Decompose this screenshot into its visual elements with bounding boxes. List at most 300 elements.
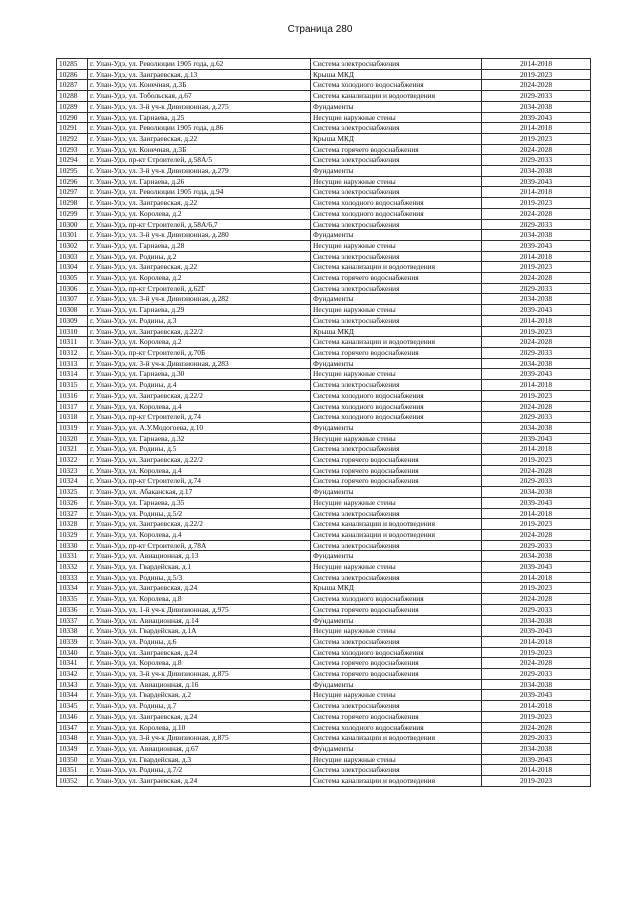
period-cell: 2024-2028 — [482, 144, 591, 155]
table-row — [57, 455, 591, 466]
table-row — [57, 198, 591, 209]
address-cell: г. Улан-Удэ, ул. 3-й уч-к Дивизионная, д.280 — [88, 230, 311, 241]
table-row — [57, 133, 591, 144]
address-cell: г. Улан-Удэ, ул. Гарнаева, д.26 — [88, 176, 311, 187]
period-cell: 2024-2028 — [482, 401, 591, 412]
address-cell: г. Улан-Удэ, ул. Авиационная, д.16 — [88, 679, 311, 690]
work-type-cell: Фундаменты — [311, 230, 482, 241]
table-row — [57, 722, 591, 733]
address-cell: г. Улан-Удэ, ул. Королева, д.4 — [88, 529, 311, 540]
table-row — [57, 551, 591, 562]
row-number: 10345 — [57, 701, 88, 712]
address-cell: г. Улан-Удэ, ул. Королева, д.4 — [88, 465, 311, 476]
row-number: 10327 — [57, 508, 88, 519]
table-row — [57, 658, 591, 669]
table-row — [57, 144, 591, 155]
registry-table-body — [57, 59, 591, 787]
address-cell: г. Улан-Удэ, пр-кт Строителей, д.70Б — [88, 347, 311, 358]
row-number: 10337 — [57, 615, 88, 626]
address-cell: г. Улан-Удэ, ул. Революции 1905 года, д.86 — [88, 123, 311, 134]
period-cell: 2019-2023 — [482, 519, 591, 530]
period-cell: 2014-2018 — [482, 59, 591, 70]
address-cell: г. Улан-Удэ, ул. Конечная, д.3Б — [88, 144, 311, 155]
table-row — [57, 262, 591, 273]
period-cell: 2029-2033 — [482, 219, 591, 230]
table-row — [57, 101, 591, 112]
work-type-cell: Система электроснабжения — [311, 508, 482, 519]
address-cell: г. Улан-Удэ, ул. Гвардейская, д.3 — [88, 754, 311, 765]
address-cell: г. Улан-Удэ, ул. Гарнаева, д.32 — [88, 433, 311, 444]
period-cell: 2014-2018 — [482, 380, 591, 391]
address-cell: г. Улан-Удэ, ул. Заиграевская, д.24 — [88, 776, 311, 787]
address-cell: г. Улан-Удэ, ул. Королева, д.8 — [88, 594, 311, 605]
work-type-cell: Фундаменты — [311, 101, 482, 112]
registry-table — [56, 58, 591, 787]
period-cell: 2034-2038 — [482, 294, 591, 305]
row-number: 10328 — [57, 519, 88, 530]
row-number: 10331 — [57, 551, 88, 562]
work-type-cell: Система канализации и водоотведения — [311, 529, 482, 540]
address-cell: г. Улан-Удэ, ул. Революции 1905 года, д.94 — [88, 187, 311, 198]
row-number: 10302 — [57, 240, 88, 251]
address-cell: г. Улан-Удэ, ул. Авиационная, д.13 — [88, 551, 311, 562]
row-number: 10320 — [57, 433, 88, 444]
table-row — [57, 465, 591, 476]
table-row — [57, 583, 591, 594]
period-cell: 2029-2033 — [482, 412, 591, 423]
table-row — [57, 369, 591, 380]
table-row — [57, 91, 591, 102]
work-type-cell: Фундаменты — [311, 166, 482, 177]
row-number: 10319 — [57, 422, 88, 433]
table-row — [57, 69, 591, 80]
work-type-cell: Фундаменты — [311, 358, 482, 369]
table-row — [57, 358, 591, 369]
row-number: 10290 — [57, 112, 88, 123]
address-cell: г. Улан-Удэ, ул. Абаканская, д.17 — [88, 487, 311, 498]
work-type-cell: Система электроснабжения — [311, 701, 482, 712]
row-number: 10289 — [57, 101, 88, 112]
row-number: 10307 — [57, 294, 88, 305]
table-row — [57, 615, 591, 626]
work-type-cell: Система канализации и водоотведения — [311, 337, 482, 348]
row-number: 10298 — [57, 198, 88, 209]
work-type-cell: Несущие наружные стены — [311, 754, 482, 765]
work-type-cell: Несущие наружные стены — [311, 176, 482, 187]
table-row — [57, 230, 591, 241]
work-type-cell: Фундаменты — [311, 487, 482, 498]
address-cell: г. Улан-Удэ, ул. Королева, д.4 — [88, 401, 311, 412]
period-cell: 2034-2038 — [482, 166, 591, 177]
row-number: 10341 — [57, 658, 88, 669]
address-cell: г. Улан-Удэ, ул. Королева, д.10 — [88, 722, 311, 733]
table-row — [57, 669, 591, 680]
period-cell: 2034-2038 — [482, 551, 591, 562]
row-number: 10323 — [57, 465, 88, 476]
table-row — [57, 219, 591, 230]
address-cell: г. Улан-Удэ, пр-кт Строителей, д.74 — [88, 476, 311, 487]
period-cell: 2024-2028 — [482, 529, 591, 540]
address-cell: г. Улан-Удэ, ул. Авиационная, д.14 — [88, 615, 311, 626]
work-type-cell: Система горячего водоснабжения — [311, 669, 482, 680]
work-type-cell: Система холодного водоснабжения — [311, 722, 482, 733]
work-type-cell: Система горячего водоснабжения — [311, 273, 482, 284]
table-row — [57, 283, 591, 294]
address-cell: г. Улан-Удэ, ул. Королева, д.2 — [88, 273, 311, 284]
period-cell: 2014-2018 — [482, 508, 591, 519]
table-row — [57, 123, 591, 134]
row-number: 10332 — [57, 562, 88, 573]
work-type-cell: Система горячего водоснабжения — [311, 604, 482, 615]
work-type-cell: Система холодного водоснабжения — [311, 594, 482, 605]
work-type-cell: Система холодного водоснабжения — [311, 401, 482, 412]
row-number: 10304 — [57, 262, 88, 273]
table-row — [57, 604, 591, 615]
row-number: 10316 — [57, 390, 88, 401]
address-cell: г. Улан-Удэ, ул. Королева, д.2 — [88, 337, 311, 348]
address-cell: г. Улан-Удэ, ул. Заиграевская, д.22/2 — [88, 326, 311, 337]
period-cell: 2024-2028 — [482, 80, 591, 91]
work-type-cell: Система электроснабжения — [311, 765, 482, 776]
page-title: Страница 280 — [287, 24, 353, 35]
period-cell: 2014-2018 — [482, 123, 591, 134]
work-type-cell: Система горячего водоснабжения — [311, 711, 482, 722]
table-row — [57, 112, 591, 123]
address-cell: г. Улан-Удэ, ул. Гвардейская, д.2 — [88, 690, 311, 701]
work-type-cell: Система канализации и водоотведения — [311, 91, 482, 102]
row-number: 10333 — [57, 572, 88, 583]
period-cell: 2024-2028 — [482, 465, 591, 476]
address-cell: г. Улан-Удэ, ул. Родины, д.2 — [88, 251, 311, 262]
period-cell: 2019-2023 — [482, 198, 591, 209]
table-row — [57, 754, 591, 765]
table-row — [57, 294, 591, 305]
address-cell: г. Улан-Удэ, ул. Королева, д.8 — [88, 658, 311, 669]
row-number: 10336 — [57, 604, 88, 615]
table-row — [57, 487, 591, 498]
row-number: 10340 — [57, 647, 88, 658]
row-number: 10317 — [57, 401, 88, 412]
row-number: 10344 — [57, 690, 88, 701]
table-row — [57, 476, 591, 487]
address-cell: г. Улан-Удэ, ул. 3-й уч-к Дивизионная, д.875 — [88, 733, 311, 744]
table-row — [57, 626, 591, 637]
address-cell: г. Улан-Удэ, ул. Родины, д.5/2 — [88, 508, 311, 519]
row-number: 10348 — [57, 733, 88, 744]
period-cell: 2029-2033 — [482, 347, 591, 358]
work-type-cell: Система электроснабжения — [311, 315, 482, 326]
address-cell: г. Улан-Удэ, ул. Гвардейская, д.1А — [88, 626, 311, 637]
work-type-cell: Система электроснабжения — [311, 251, 482, 262]
work-type-cell: Система горячего водоснабжения — [311, 465, 482, 476]
work-type-cell: Несущие наружные стены — [311, 369, 482, 380]
period-cell: 2039-2043 — [482, 562, 591, 573]
address-cell: г. Улан-Удэ, ул. Заиграевская, д.22 — [88, 198, 311, 209]
work-type-cell: Система канализации и водоотведения — [311, 733, 482, 744]
period-cell: 2029-2033 — [482, 540, 591, 551]
table-row — [57, 251, 591, 262]
work-type-cell: Фундаменты — [311, 744, 482, 755]
address-cell: г. Улан-Удэ, ул. Заиграевская, д.22/2 — [88, 455, 311, 466]
period-cell: 2019-2023 — [482, 455, 591, 466]
work-type-cell: Несущие наружные стены — [311, 626, 482, 637]
row-number: 10293 — [57, 144, 88, 155]
work-type-cell: Система электроснабжения — [311, 155, 482, 166]
row-number: 10318 — [57, 412, 88, 423]
address-cell: г. Улан-Удэ, пр-кт Строителей, д.58А/5 — [88, 155, 311, 166]
work-type-cell: Система электроснабжения — [311, 219, 482, 230]
period-cell: 2019-2023 — [482, 583, 591, 594]
work-type-cell: Система электроснабжения — [311, 540, 482, 551]
row-number: 10291 — [57, 123, 88, 134]
address-cell: г. Улан-Удэ, ул. Родины, д.7/2 — [88, 765, 311, 776]
address-cell: г. Улан-Удэ, ул. Родины, д.5/3 — [88, 572, 311, 583]
address-cell: г. Улан-Удэ, ул. Королева, д.2 — [88, 208, 311, 219]
address-cell: г. Улан-Удэ, пр-кт Строителей, д.58А/6,7 — [88, 219, 311, 230]
table-row — [57, 519, 591, 530]
row-number: 10321 — [57, 444, 88, 455]
address-cell: г. Улан-Удэ, ул. Заиграевская, д.22/2 — [88, 519, 311, 530]
row-number: 10349 — [57, 744, 88, 755]
period-cell: 2014-2018 — [482, 636, 591, 647]
work-type-cell: Фундаменты — [311, 679, 482, 690]
table-row — [57, 422, 591, 433]
work-type-cell: Несущие наружные стены — [311, 562, 482, 573]
address-cell: г. Улан-Удэ, ул. Заиграевская, д.24 — [88, 583, 311, 594]
period-cell: 2014-2018 — [482, 315, 591, 326]
period-cell: 2024-2028 — [482, 273, 591, 284]
row-number: 10311 — [57, 337, 88, 348]
row-number: 10330 — [57, 540, 88, 551]
row-number: 10322 — [57, 455, 88, 466]
period-cell: 2029-2033 — [482, 604, 591, 615]
period-cell: 2039-2043 — [482, 497, 591, 508]
row-number: 10350 — [57, 754, 88, 765]
period-cell: 2029-2033 — [482, 669, 591, 680]
row-number: 10292 — [57, 133, 88, 144]
work-type-cell: Несущие наружные стены — [311, 497, 482, 508]
address-cell: г. Улан-Удэ, ул. Заиграевская, д.13 — [88, 69, 311, 80]
row-number: 10305 — [57, 273, 88, 284]
period-cell: 2034-2038 — [482, 615, 591, 626]
table-row — [57, 208, 591, 219]
period-cell: 2039-2043 — [482, 626, 591, 637]
row-number: 10297 — [57, 187, 88, 198]
work-type-cell: Крыша МКД — [311, 69, 482, 80]
work-type-cell: Система горячего водоснабжения — [311, 455, 482, 466]
table-row — [57, 679, 591, 690]
period-cell: 2014-2018 — [482, 251, 591, 262]
period-cell: 2019-2023 — [482, 390, 591, 401]
address-cell: г. Улан-Удэ, ул. Гарнаева, д.29 — [88, 305, 311, 316]
table-row — [57, 305, 591, 316]
row-number: 10310 — [57, 326, 88, 337]
period-cell: 2029-2033 — [482, 476, 591, 487]
row-number: 10295 — [57, 166, 88, 177]
address-cell: г. Улан-Удэ, ул. Заиграевская, д.22 — [88, 262, 311, 273]
work-type-cell: Система канализации и водоотведения — [311, 262, 482, 273]
work-type-cell: Несущие наружные стены — [311, 690, 482, 701]
table-row — [57, 701, 591, 712]
row-number: 10314 — [57, 369, 88, 380]
address-cell: г. Улан-Удэ, ул. Гарнаева, д.30 — [88, 369, 311, 380]
work-type-cell: Система горячего водоснабжения — [311, 144, 482, 155]
address-cell: г. Улан-Удэ, ул. А.У.Модогоева, д.10 — [88, 422, 311, 433]
table-row — [57, 326, 591, 337]
period-cell: 2014-2018 — [482, 187, 591, 198]
address-cell: г. Улан-Удэ, пр-кт Строителей, д.62Г — [88, 283, 311, 294]
period-cell: 2034-2038 — [482, 679, 591, 690]
work-type-cell: Фундаменты — [311, 615, 482, 626]
address-cell: г. Улан-Удэ, ул. Гарнаева, д.28 — [88, 240, 311, 251]
table-row — [57, 647, 591, 658]
period-cell: 2019-2023 — [482, 69, 591, 80]
work-type-cell: Система горячего водоснабжения — [311, 658, 482, 669]
table-row — [57, 187, 591, 198]
address-cell: г. Улан-Удэ, ул. Революции 1905 года, д.62 — [88, 59, 311, 70]
address-cell: г. Улан-Удэ, ул. Родины, д.3 — [88, 315, 311, 326]
period-cell: 2014-2018 — [482, 701, 591, 712]
table-row — [57, 433, 591, 444]
work-type-cell: Система холодного водоснабжения — [311, 80, 482, 91]
period-cell: 2029-2033 — [482, 733, 591, 744]
work-type-cell: Несущие наружные стены — [311, 305, 482, 316]
row-number: 10334 — [57, 583, 88, 594]
address-cell: г. Улан-Удэ, ул. Конечная, д.3Б — [88, 80, 311, 91]
work-type-cell: Система электроснабжения — [311, 572, 482, 583]
period-cell: 2034-2038 — [482, 422, 591, 433]
row-number: 10299 — [57, 208, 88, 219]
work-type-cell: Система электроснабжения — [311, 59, 482, 70]
table-row — [57, 155, 591, 166]
row-number: 10296 — [57, 176, 88, 187]
table-row — [57, 765, 591, 776]
table-row — [57, 380, 591, 391]
work-type-cell: Система канализации и водоотведения — [311, 776, 482, 787]
table-row — [57, 497, 591, 508]
table-row — [57, 636, 591, 647]
table-row — [57, 273, 591, 284]
table-row — [57, 744, 591, 755]
table-row — [57, 80, 591, 91]
row-number: 10326 — [57, 497, 88, 508]
table-row — [57, 711, 591, 722]
table-row — [57, 337, 591, 348]
period-cell: 2039-2043 — [482, 754, 591, 765]
period-cell: 2034-2038 — [482, 358, 591, 369]
row-number: 10315 — [57, 380, 88, 391]
period-cell: 2019-2023 — [482, 711, 591, 722]
row-number: 10346 — [57, 711, 88, 722]
table-row — [57, 315, 591, 326]
table-row — [57, 347, 591, 358]
work-type-cell: Несущие наружные стены — [311, 433, 482, 444]
work-type-cell: Система горячего водоснабжения — [311, 476, 482, 487]
address-cell: г. Улан-Удэ, ул. Заиграевская, д.24 — [88, 647, 311, 658]
period-cell: 2019-2023 — [482, 133, 591, 144]
row-number: 10335 — [57, 594, 88, 605]
work-type-cell: Система электроснабжения — [311, 187, 482, 198]
address-cell: г. Улан-Удэ, ул. Родины, д.7 — [88, 701, 311, 712]
period-cell: 2024-2028 — [482, 208, 591, 219]
row-number: 10324 — [57, 476, 88, 487]
period-cell: 2029-2033 — [482, 283, 591, 294]
row-number: 10339 — [57, 636, 88, 647]
row-number: 10300 — [57, 219, 88, 230]
work-type-cell: Фундаменты — [311, 551, 482, 562]
work-type-cell: Система горячего водоснабжения — [311, 347, 482, 358]
row-number: 10343 — [57, 679, 88, 690]
row-number: 10342 — [57, 669, 88, 680]
row-number: 10313 — [57, 358, 88, 369]
row-number: 10308 — [57, 305, 88, 316]
address-cell: г. Улан-Удэ, ул. Гарнаева, д.25 — [88, 112, 311, 123]
table-row — [57, 776, 591, 787]
table-row — [57, 562, 591, 573]
row-number: 10288 — [57, 91, 88, 102]
period-cell: 2024-2028 — [482, 658, 591, 669]
period-cell: 2029-2033 — [482, 91, 591, 102]
work-type-cell: Система холодного водоснабжения — [311, 208, 482, 219]
work-type-cell: Фундаменты — [311, 422, 482, 433]
period-cell: 2039-2043 — [482, 433, 591, 444]
address-cell: г. Улан-Удэ, ул. Родины, д.6 — [88, 636, 311, 647]
address-cell: г. Улан-Удэ, ул. Заиграевская, д.24 — [88, 711, 311, 722]
table-row — [57, 540, 591, 551]
row-number: 10294 — [57, 155, 88, 166]
row-number: 10347 — [57, 722, 88, 733]
address-cell: г. Улан-Удэ, ул. 1-й уч-к Дивизионная, д.975 — [88, 604, 311, 615]
address-cell: г. Улан-Удэ, ул. Родины, д.4 — [88, 380, 311, 391]
work-type-cell: Фундаменты — [311, 294, 482, 305]
work-type-cell: Система холодного водоснабжения — [311, 390, 482, 401]
address-cell: г. Улан-Удэ, ул. Гарнаева, д.35 — [88, 497, 311, 508]
work-type-cell: Система электроснабжения — [311, 283, 482, 294]
work-type-cell: Система электроснабжения — [311, 380, 482, 391]
row-number: 10309 — [57, 315, 88, 326]
row-number: 10303 — [57, 251, 88, 262]
row-number: 10301 — [57, 230, 88, 241]
row-number: 10351 — [57, 765, 88, 776]
address-cell: г. Улан-Удэ, ул. 3-й уч-к Дивизионная, д.283 — [88, 358, 311, 369]
row-number: 10285 — [57, 59, 88, 70]
table-row — [57, 444, 591, 455]
table-row — [57, 733, 591, 744]
period-cell: 2039-2043 — [482, 176, 591, 187]
period-cell: 2034-2038 — [482, 101, 591, 112]
period-cell: 2019-2023 — [482, 262, 591, 273]
address-cell: г. Улан-Удэ, ул. 3-й уч-к Дивизионная, д.875 — [88, 669, 311, 680]
period-cell: 2024-2028 — [482, 722, 591, 733]
work-type-cell: Крыша МКД — [311, 583, 482, 594]
address-cell: г. Улан-Удэ, ул. 3-й уч-к Дивизионная, д.275 — [88, 101, 311, 112]
table-row — [57, 401, 591, 412]
period-cell: 2014-2018 — [482, 765, 591, 776]
table-row — [57, 529, 591, 540]
work-type-cell: Крыша МКД — [311, 133, 482, 144]
table-row — [57, 508, 591, 519]
work-type-cell: Несущие наружные стены — [311, 112, 482, 123]
table-row — [57, 412, 591, 423]
row-number: 10286 — [57, 69, 88, 80]
address-cell: г. Улан-Удэ, ул. Авиационная, д.67 — [88, 744, 311, 755]
period-cell: 2024-2028 — [482, 594, 591, 605]
period-cell: 2034-2038 — [482, 487, 591, 498]
period-cell: 2039-2043 — [482, 690, 591, 701]
row-number: 10287 — [57, 80, 88, 91]
period-cell: 2014-2018 — [482, 444, 591, 455]
address-cell: г. Улан-Удэ, ул. Тобольская, д.67 — [88, 91, 311, 102]
